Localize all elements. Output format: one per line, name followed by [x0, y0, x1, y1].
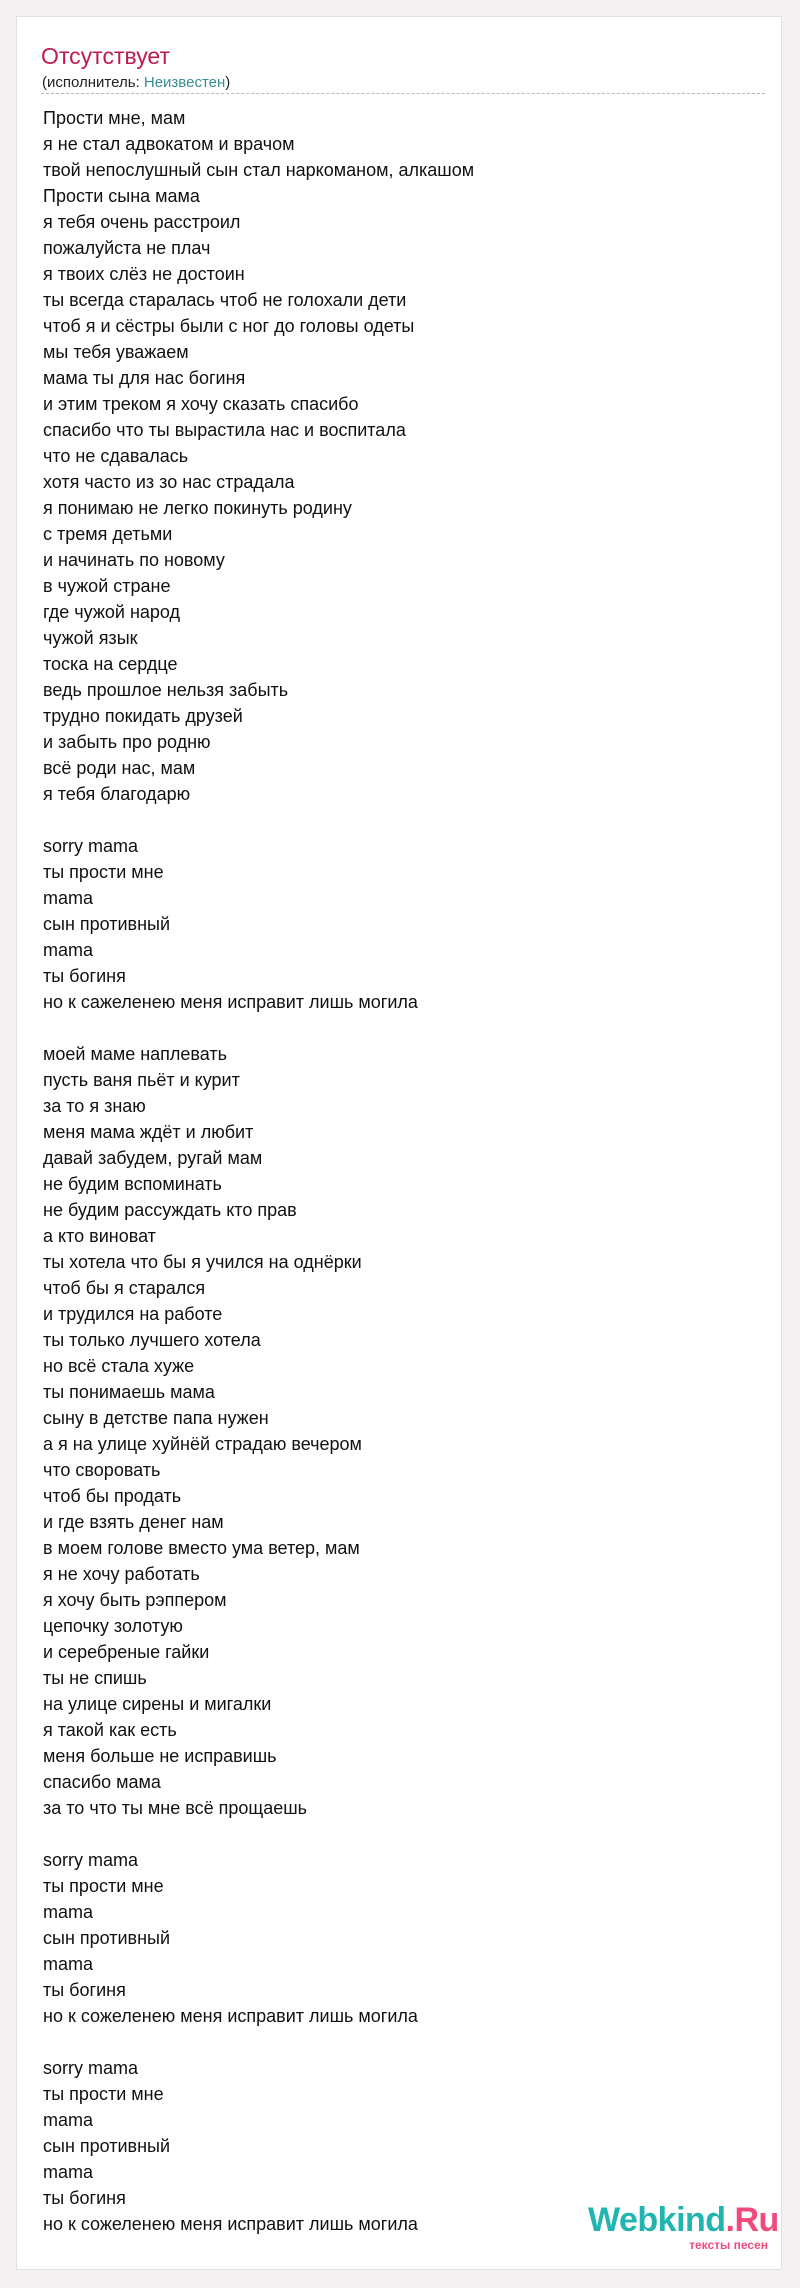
lyrics-text — [43, 105, 743, 2263]
lyric-line: mama — [43, 1902, 94, 1922]
lyric-line: чтоб я и сёстры были с ног до головы одеты — [43, 316, 415, 336]
lyric-line: сыну в детстве папа нужен — [43, 1408, 269, 1428]
lyrics-stanza — [43, 1041, 743, 1821]
performer-suffix: ) — [225, 74, 231, 91]
lyric-line: ты прости мне — [43, 862, 164, 882]
lyric-line: и этим треком я хочу сказать спасибо — [43, 394, 359, 414]
lyric-line: меня мама ждёт и любит — [43, 1122, 254, 1142]
lyric-line: а я на улице хуйнёй страдаю вечером — [43, 1434, 362, 1454]
lyric-line: и забыть про родню — [43, 732, 211, 752]
lyric-line: не будим вспоминать — [43, 1174, 222, 1194]
lyric-line: но к сажеленею меня исправит лишь могила — [43, 992, 418, 1012]
lyrics-stanza — [43, 1847, 743, 2029]
lyric-line: но к сожеленею меня исправит лишь могила — [43, 2214, 418, 2234]
lyric-line: чтоб бы продать — [43, 1486, 182, 1506]
lyric-line: сын противный — [43, 2136, 171, 2156]
lyric-line: спасибо что ты вырастила нас и воспитала — [43, 420, 406, 440]
lyric-line: спасибо мама — [43, 1772, 161, 1792]
lyric-line: mama — [43, 2162, 94, 2182]
lyric-line: sorry mama — [43, 1850, 139, 1870]
lyric-line: ты богиня — [43, 2188, 126, 2208]
lyric-line: ты богиня — [43, 966, 126, 986]
lyric-line: ты богиня — [43, 1980, 126, 2000]
lyric-line: и трудился на работе — [43, 1304, 223, 1324]
logo-tagline: тексты песен — [689, 2238, 768, 2252]
performer-prefix: (исполнитель: — [42, 74, 144, 91]
lyrics-stanza — [43, 833, 743, 1015]
lyric-line: sorry mama — [43, 836, 139, 856]
lyric-line: всё роди нас, мам — [43, 758, 196, 778]
lyric-line: пожалуйста не плач — [43, 238, 211, 258]
lyric-line: я хочу быть рэппером — [43, 1590, 227, 1610]
lyric-line: но к сожеленею меня исправит лишь могила — [43, 2006, 418, 2026]
lyric-line: тоска на сердце — [43, 654, 178, 674]
lyric-line: ты не спишь — [43, 1668, 147, 1688]
lyric-line: я твоих слёз не достоин — [43, 264, 245, 284]
title-divider — [41, 93, 765, 94]
lyric-line: цепочку золотую — [43, 1616, 183, 1636]
lyric-line: ты всегда старалась чтоб не голохали дети — [43, 290, 407, 310]
logo-name: Webkind — [588, 2201, 726, 2239]
lyric-line: ты понимаешь мама — [43, 1382, 215, 1402]
lyric-line: и начинать по новому — [43, 550, 225, 570]
lyric-line: ты только лучшего хотела — [43, 1330, 261, 1350]
lyrics-card — [16, 16, 782, 2270]
lyric-line: где чужой народ — [43, 602, 181, 622]
performer-link[interactable]: Неизвестен — [143, 74, 226, 91]
lyric-line: пусть ваня пьёт и курит — [43, 1070, 240, 1090]
lyric-line: мы тебя уважаем — [43, 342, 189, 362]
lyric-line: в чужой стране — [43, 576, 171, 596]
lyric-line: с тремя детьми — [43, 524, 173, 544]
lyric-line: трудно покидать друзей — [43, 706, 243, 726]
lyric-line: я не стал адвокатом и врачом — [43, 134, 295, 154]
site-logo[interactable] — [588, 2200, 778, 2260]
lyric-line: mama — [43, 2110, 94, 2130]
lyric-line: чужой язык — [43, 628, 138, 648]
lyric-line: сын противный — [43, 1928, 171, 1948]
lyric-line: я понимаю не легко покинуть родину — [43, 498, 352, 518]
lyric-line: твой непослушный сын стал наркоманом, алкашом — [43, 160, 475, 180]
lyric-line: ведь прошлое нельзя забыть — [43, 680, 289, 700]
lyric-line: я тебя очень расстроил — [43, 212, 241, 232]
song-title: Отсутствует — [41, 43, 170, 69]
lyric-line: я такой как есть — [43, 1720, 177, 1740]
lyric-line: что не сдавалась — [43, 446, 189, 466]
lyric-line: мама ты для нас богиня — [43, 368, 246, 388]
lyric-line: чтоб бы я старался — [43, 1278, 206, 1298]
lyric-line: ты прости мне — [43, 2084, 164, 2104]
lyric-line: mama — [43, 888, 94, 908]
lyric-line: я тебя благодарю — [43, 784, 191, 804]
lyric-line: mama — [43, 940, 94, 960]
lyric-line: я не хочу работать — [43, 1564, 200, 1584]
performer-line — [42, 73, 230, 93]
lyric-line: ты прости мне — [43, 1876, 164, 1896]
lyric-line: за то я знаю — [43, 1096, 146, 1116]
lyric-line: sorry mama — [43, 2058, 139, 2078]
logo-tld: .Ru — [725, 2201, 779, 2239]
lyric-line: и где взять денег нам — [43, 1512, 224, 1532]
lyric-line: не будим рассуждать кто прав — [43, 1200, 297, 1220]
lyric-line: сын противный — [43, 914, 171, 934]
lyric-line: в моем голове вместо ума ветер, мам — [43, 1538, 360, 1558]
lyric-line: но всё стала хуже — [43, 1356, 195, 1376]
lyric-line: что своровать — [43, 1460, 161, 1480]
lyric-line: хотя часто из зо нас страдала — [43, 472, 295, 492]
lyric-line: и серебреные гайки — [43, 1642, 210, 1662]
lyric-line: Прости мне, мам — [43, 108, 186, 128]
lyrics-stanza — [43, 105, 743, 807]
lyric-line: за то что ты мне всё прощаешь — [43, 1798, 308, 1818]
lyric-line: mama — [43, 1954, 94, 1974]
logo-wordmark — [588, 2200, 779, 2240]
lyric-line: а кто виноват — [43, 1226, 156, 1246]
lyric-line: моей маме наплевать — [43, 1044, 228, 1064]
lyric-line: давай забудем, ругай мам — [43, 1148, 263, 1168]
lyric-line: ты хотела что бы я учился на однёрки — [43, 1252, 362, 1272]
lyric-line: на улице сирены и мигалки — [43, 1694, 272, 1714]
lyric-line: Прости сына мама — [43, 186, 200, 206]
lyric-line: меня больше не исправишь — [43, 1746, 277, 1766]
